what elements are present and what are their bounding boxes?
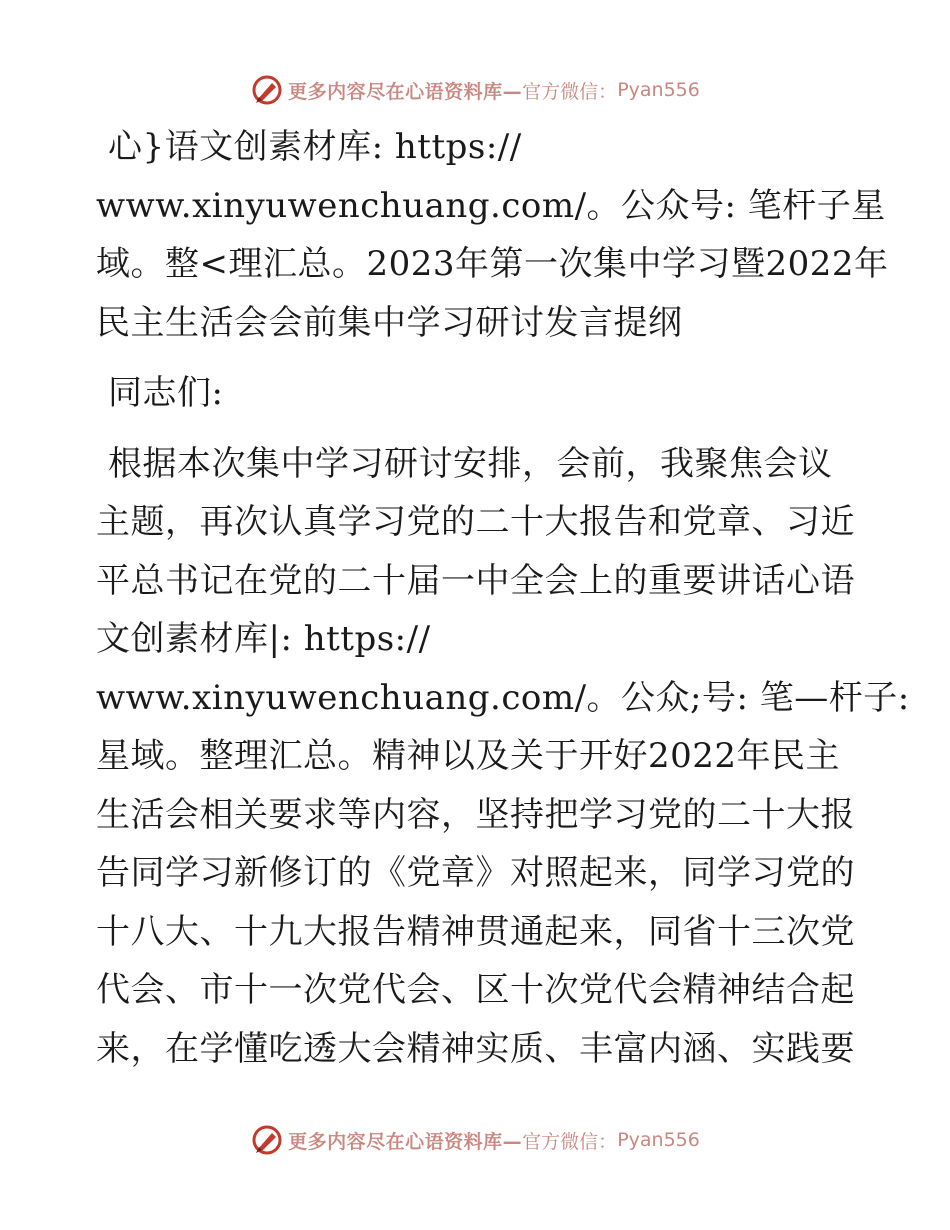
title-line-3: 域。整<理汇总。2023年第一次集中学习暨2022年 xyxy=(96,244,889,284)
paragraph-line-7: 生活会相关要求等内容，坚持把学习党的二十大报 xyxy=(96,794,855,835)
paragraph-line-10: 代会、市十一次党代会、区十次党代会精神结合起 xyxy=(96,970,855,1010)
title-line-2: www.xinyuwenchuang.com/。公众号: 笔杆子星 xyxy=(96,185,886,226)
footer-banner xyxy=(0,1120,950,1160)
paragraph-line-2: 主题，再次认真学习党的二十大报告和党章、习近 xyxy=(96,502,855,542)
banner-promo-text: 更多内容尽在心语资料库— xyxy=(288,80,523,103)
paragraph-line-11: 来，在学懂吃透大会精神实质、丰富内涵、实践要 xyxy=(96,1028,855,1069)
paragraph-line-6: 星域。整理汇总。精神以及关于开好2022年民主 xyxy=(96,736,841,776)
paragraph-line-4: 文创素材库|: https:// xyxy=(96,619,431,659)
footer-wechat-id: Pyan556 xyxy=(617,1129,700,1151)
title-line-1: 心}语文创素材库: https:// xyxy=(108,127,522,167)
paragraph-line-1: 根据本次集中学习研讨安排，会前，我聚焦会议 xyxy=(108,443,833,484)
footer-wechat-label: 官方微信： xyxy=(522,1130,618,1153)
banner-wechat-id: Pyan556 xyxy=(617,79,700,101)
paragraph-line-3: 平总书记在党的二十届一中全会上的重要讲话心语 xyxy=(96,560,855,601)
paragraph-line-8: 告同学习新修订的《党章》对照起来，同学习党的 xyxy=(96,853,855,893)
pen-nib-logo-icon xyxy=(250,1123,284,1157)
paragraph-line-9: 十八大、十九大报告精神贯通起来，同省十三次党 xyxy=(96,911,855,952)
paragraph-line-5: www.xinyuwenchuang.com/。公众;号: 笔—杆子: xyxy=(96,677,910,718)
header-banner xyxy=(0,70,950,110)
document-body xyxy=(96,118,910,1078)
greeting: 同志们: xyxy=(108,373,224,413)
pen-nib-logo-icon xyxy=(250,73,284,107)
banner-wechat-label: 官方微信： xyxy=(522,80,618,103)
footer-promo-text: 更多内容尽在心语资料库— xyxy=(288,1130,523,1153)
title-line-4: 民主生活会会前集中学习研讨发言提纲 xyxy=(96,302,683,343)
